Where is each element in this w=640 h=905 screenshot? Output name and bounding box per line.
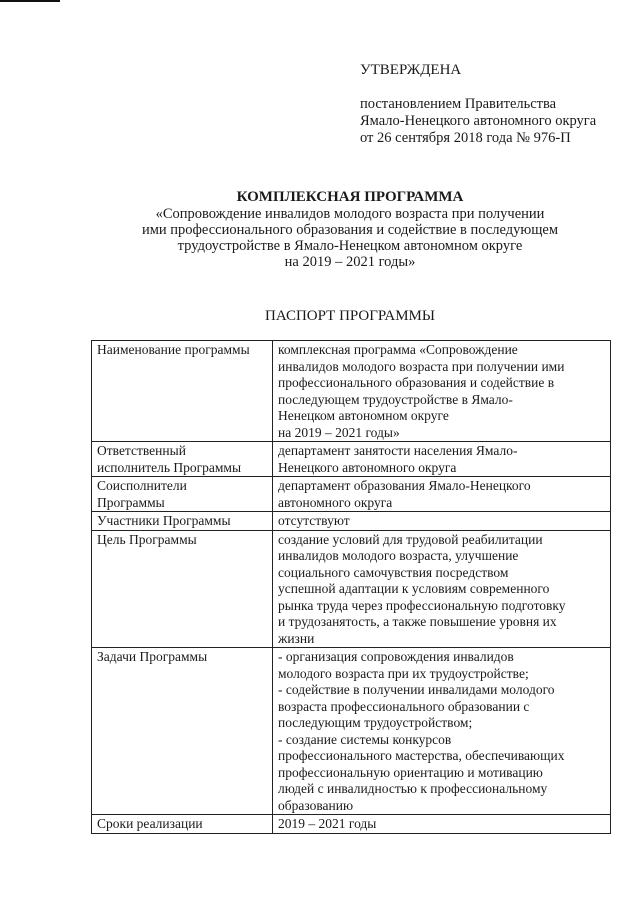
table-row xyxy=(92,512,611,531)
table-row xyxy=(92,477,611,512)
approval-line: постановлением Правительства xyxy=(360,96,557,112)
row-value-line: инвалидов молодого возраста, улучшение xyxy=(278,548,519,563)
program-title-line: ими профессионального образования и содействие в последующем xyxy=(141,222,559,238)
row-value xyxy=(273,512,611,531)
row-value-line: и трудозанятость, а также повышение уровня их xyxy=(278,614,557,629)
row-label-line: Задачи Программы xyxy=(97,649,208,664)
program-title-line: на 2019 – 2021 годы» xyxy=(284,254,416,270)
row-value-line: жизни xyxy=(278,630,315,646)
row-label xyxy=(92,815,273,834)
row-value-line: инвалидов молодого возраста при получении ими xyxy=(278,358,565,374)
row-label-line: исполнитель Программы xyxy=(97,459,242,475)
row-value-line: успешной адаптации к условиям современного xyxy=(278,581,550,596)
row-value-line: Ненецкого автономного округа xyxy=(278,459,457,475)
row-label-line: Цель Программы xyxy=(97,531,197,547)
row-value-line: молодого возраста при их трудоустройстве; xyxy=(278,665,529,681)
row-value xyxy=(273,648,611,815)
row-value-line: департамент образования Ямало-Ненецкого xyxy=(278,478,531,493)
row-label-line: Программы xyxy=(97,494,165,510)
row-value-line: отсутствуют xyxy=(278,513,350,528)
approval-stamp: УТВЕРЖДЕНА xyxy=(360,62,462,78)
row-value-line: - организация сопровождения инвалидов xyxy=(278,649,514,664)
row-label-line: Наименование программы xyxy=(97,342,250,357)
program-title xyxy=(40,188,640,270)
table-row xyxy=(92,530,611,648)
row-value xyxy=(273,530,611,648)
row-value-line: людей с инвалидностью к профессиональному xyxy=(278,781,548,796)
table-row xyxy=(92,648,611,815)
table-row xyxy=(92,815,611,834)
row-value-line: последующем трудоустройстве в Ямало- xyxy=(278,391,513,407)
row-value xyxy=(273,815,611,834)
table-row xyxy=(92,442,611,477)
row-value-line: профессионального образования и содействие в xyxy=(278,375,555,390)
passport-table xyxy=(91,340,611,834)
row-value-line: комплексная программа «Сопровождение xyxy=(278,342,518,357)
row-value-line: социального самочувствия посредством xyxy=(278,564,509,580)
program-title-main: КОМПЛЕКСНАЯ ПРОГРАММА xyxy=(236,189,464,205)
row-value-line: создание условий для трудовой реабилитации xyxy=(278,531,543,547)
row-label xyxy=(92,341,273,442)
program-title-line: «Сопровождение инвалидов молодого возраста при получении xyxy=(155,206,545,222)
row-value-line: департамент занятости населения Ямало- xyxy=(278,443,518,458)
row-value xyxy=(273,341,611,442)
row-value-line: автономного округа xyxy=(278,494,393,510)
approval-block xyxy=(360,62,630,147)
top-edge-mark xyxy=(0,0,60,2)
row-label xyxy=(92,530,273,648)
row-label xyxy=(92,512,273,531)
row-label-line: Сроки реализации xyxy=(97,816,203,831)
row-value-line: на 2019 – 2021 годы» xyxy=(278,424,400,440)
row-value-line: - создание системы конкурсов xyxy=(278,731,452,747)
row-value-line: профессиональную ориентацию и мотивацию xyxy=(278,764,543,780)
row-label-line: Соисполнители xyxy=(97,478,187,493)
row-label-line: Участники Программы xyxy=(97,513,231,528)
approval-line: от 26 сентября 2018 года № 976-П xyxy=(360,130,571,146)
row-value-line: последующим трудоустройством; xyxy=(278,715,473,730)
row-value-line: профессионального мастерства, обеспечивающих xyxy=(278,748,565,763)
table-row xyxy=(92,341,611,442)
row-label xyxy=(92,648,273,815)
row-value xyxy=(273,477,611,512)
row-value-line: - содействие в получении инвалидами молодого xyxy=(278,682,555,697)
row-label-line: Ответственный xyxy=(97,443,186,458)
row-value-line: Ненецком автономном округе xyxy=(278,408,449,423)
row-value-line: рынка труда через профессиональную подготовку xyxy=(278,597,566,613)
approval-line: Ямало-Ненецкого автономного округа xyxy=(360,113,597,129)
row-value-line: 2019 – 2021 годы xyxy=(278,816,377,831)
row-value xyxy=(273,442,611,477)
program-title-line: трудоустройстве в Ямало-Ненецком автономном округе xyxy=(177,238,523,254)
row-value-line: возраста профессионального образовании с xyxy=(278,698,530,714)
row-value-line: образованию xyxy=(278,797,354,813)
passport-heading: ПАСПОРТ ПРОГРАММЫ xyxy=(265,308,435,324)
row-label xyxy=(92,442,273,477)
row-label xyxy=(92,477,273,512)
